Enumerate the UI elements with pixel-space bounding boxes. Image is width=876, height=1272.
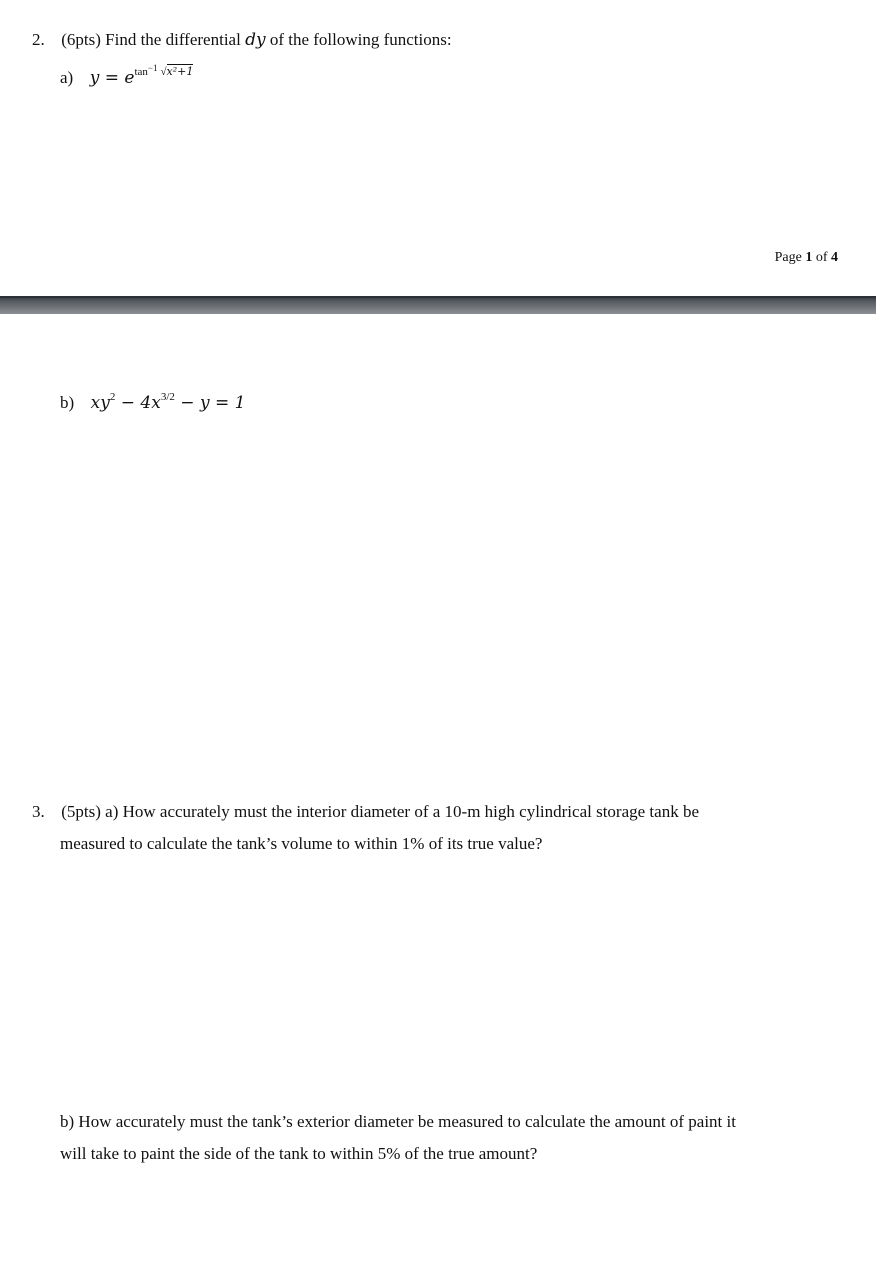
- question-2-part-b: [60, 393, 245, 413]
- page-total: 4: [831, 250, 838, 265]
- page-number: [775, 250, 838, 266]
- page-of: of: [812, 250, 831, 265]
- part-a-lhs: y = e: [89, 68, 135, 88]
- part-b-label: b): [60, 393, 75, 412]
- question-3-part-a-line-2: [60, 834, 542, 854]
- question-3-part-b-line-1: [60, 1112, 736, 1132]
- page-break-divider: [0, 298, 876, 314]
- part-a-label: a): [60, 68, 74, 87]
- question-2-heading: [32, 30, 452, 50]
- part-b-eq-sq: 2: [109, 391, 116, 403]
- part-b-eq-pow: 3/2: [160, 391, 175, 403]
- part-b-eq-mid: − 4x: [115, 393, 161, 413]
- question-2-intro-prefix: (6pts) Find the differential: [61, 30, 246, 49]
- question-2-part-a: [60, 63, 194, 88]
- page-current: 1: [805, 250, 813, 265]
- question-2-number: 2.: [32, 30, 45, 49]
- part-b-eq-tail: − y = 1: [174, 393, 246, 413]
- question-3-part-b-line-2: [60, 1144, 537, 1164]
- page-word: Page: [774, 250, 806, 265]
- question-2-intro-var: dy: [245, 30, 266, 50]
- question-3-part-a-line-1: [32, 802, 699, 822]
- question-3-part-b-text-1: b) How accurately must the tank’s exterior diameter be measured to calculate the amount of paint it: [60, 1112, 736, 1131]
- question-3-number: 3.: [32, 802, 45, 821]
- part-a-exp-func: tan: [134, 66, 148, 78]
- question-3-part-b-text-2: will take to paint the side of the tank to within 5% of the true amount?: [60, 1144, 538, 1163]
- question-3-part-a-text-2: measured to calculate the tank’s volume to within 1% of its true value?: [60, 834, 543, 853]
- part-a-exp-sqrt-sign: √: [160, 66, 167, 78]
- question-2-intro-suffix: of the following functions:: [265, 30, 452, 49]
- question-3-part-a-text-1: (5pts) a) How accurately must the interior diameter of a 10-m high cylindrical storage tank be: [61, 802, 699, 821]
- part-a-exp-radicand: x²+1: [166, 65, 194, 78]
- part-b-eq-x: xy: [90, 393, 110, 413]
- part-a-exp-inv: −1: [147, 63, 158, 73]
- part-a-exponent: [134, 63, 194, 78]
